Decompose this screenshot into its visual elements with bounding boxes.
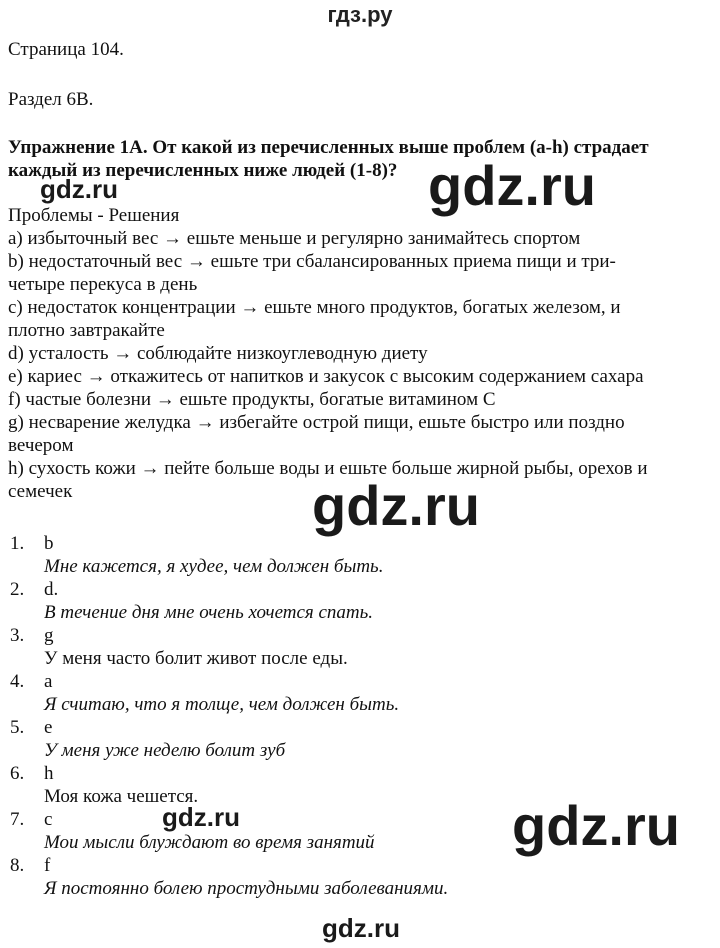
answer-letter: e xyxy=(44,717,53,738)
watermark: gdz.ru xyxy=(312,474,480,537)
answer-text: Я считаю, что я толще, чем должен быть. xyxy=(44,694,400,715)
section-label: Раздел 6B. xyxy=(8,89,94,110)
answer-number: 6. xyxy=(10,763,25,784)
answer-number: 2. xyxy=(10,579,25,600)
watermark: gdz.ru xyxy=(322,913,400,943)
answer-number: 8. xyxy=(10,855,25,876)
watermark: gdz.ru xyxy=(512,794,680,857)
problem-line: плотно завтракайте xyxy=(8,320,165,341)
problem-line: e) кариес → откажитесь от напитков и закусок с высоким содержанием сахара xyxy=(8,366,644,387)
problem-line: f) частые болезни → ешьте продукты, богатые витамином C xyxy=(8,389,496,410)
problems-heading: Проблемы - Решения xyxy=(8,205,180,226)
site-header: гдз.ру xyxy=(327,2,393,27)
answer-text: В течение дня мне очень хочется спать. xyxy=(44,602,374,623)
exercise-title-line1: Упражнение 1А. От какой из перечисленных выше проблем (a-h) страдает xyxy=(8,137,649,158)
problem-line: b) недостаточный вес → ешьте три сбалансированных приема пищи и три- xyxy=(8,251,616,272)
problem-line: c) недостаток концентрации → ешьте много продуктов, богатых железом, и xyxy=(8,297,621,318)
answer-number: 4. xyxy=(10,671,25,692)
problem-line: семечек xyxy=(8,481,73,502)
answer-number: 1. xyxy=(10,533,25,554)
answer-letter: h xyxy=(44,763,54,784)
answer-text: У меня уже неделю болит зуб xyxy=(44,740,286,761)
answer-number: 5. xyxy=(10,717,25,738)
answer-number: 7. xyxy=(10,809,25,830)
problem-line: четыре перекуса в день xyxy=(8,274,198,295)
answer-text: Мои мысли блуждают во время занятий xyxy=(44,832,375,853)
exercise-title-line2: каждый из перечисленных ниже людей (1-8)? xyxy=(8,160,398,181)
answer-number: 3. xyxy=(10,625,25,646)
page-label: Страница 104. xyxy=(8,39,124,60)
answer-letter: c xyxy=(44,809,53,830)
watermark: gdz.ru xyxy=(40,174,118,204)
answer-letter: b xyxy=(44,533,54,554)
watermark: gdz.ru xyxy=(162,802,240,832)
answer-letter: d. xyxy=(44,579,59,600)
problem-line: g) несварение желудка → избегайте острой пищи, ешьте быстро или поздно xyxy=(8,412,625,433)
answer-letter: a xyxy=(44,671,53,692)
answer-letter: f xyxy=(44,855,51,876)
answer-text: У меня часто болит живот после еды. xyxy=(44,648,348,669)
problem-line: a) избыточный вес → ешьте меньше и регулярно занимайтесь спортом xyxy=(8,228,581,249)
answer-text: Я постоянно болею простудными заболеваниями. xyxy=(44,878,449,899)
watermark: gdz.ru xyxy=(428,154,596,217)
problem-line: d) усталость → соблюдайте низкоуглеводную диету xyxy=(8,343,428,364)
answer-letter: g xyxy=(44,625,54,646)
answer-text: Мне кажется, я худее, чем должен быть. xyxy=(44,556,384,577)
problem-line: вечером xyxy=(8,435,74,456)
problem-line: h) сухость кожи → пейте больше воды и ешьте больше жирной рыбы, орехов и xyxy=(8,458,648,479)
answer-text: Моя кожа чешется. xyxy=(44,786,199,807)
